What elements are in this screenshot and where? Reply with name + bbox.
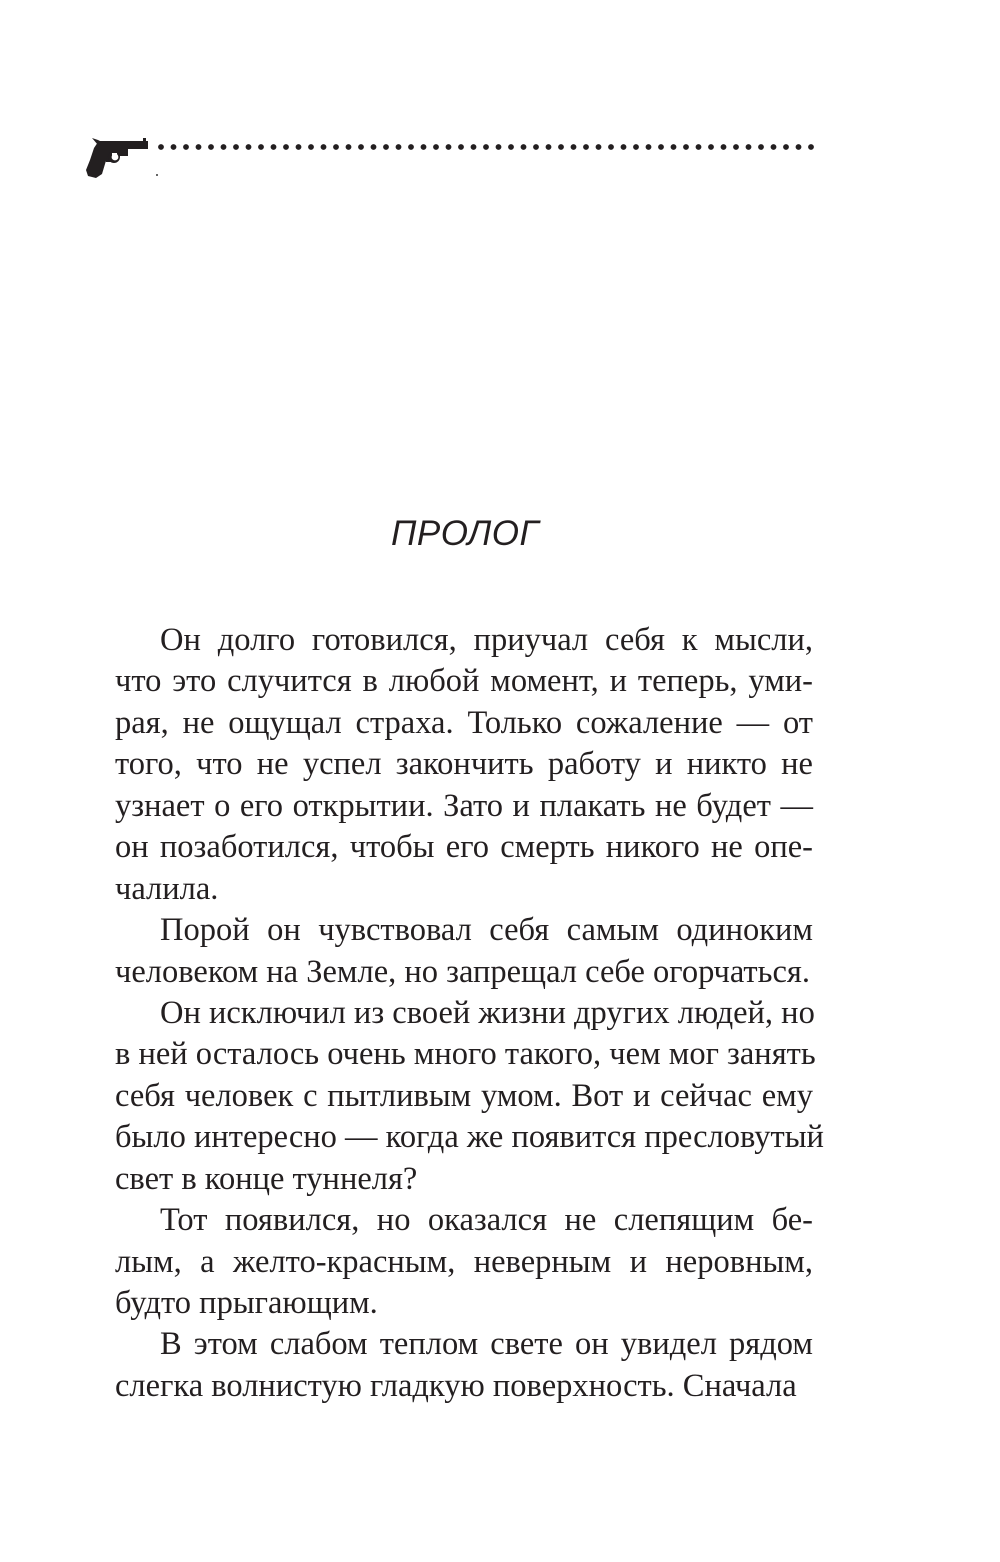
text-line: рая, не ощущал страха. Только сожаление — от xyxy=(115,704,813,741)
text-line: В этом слабом теплом свете он увидел рядом xyxy=(160,1326,813,1363)
text-line: Он долго готовился, приучал себя к мысли, xyxy=(160,622,813,658)
paragraph xyxy=(115,1324,813,1407)
text-line: было интересно — когда же появится пресловутый xyxy=(115,1119,824,1156)
text-line: себя человек с пытливым умом. Вот и сейчас ему xyxy=(115,1077,813,1114)
text-line: чалила. xyxy=(115,870,219,907)
text-line: человеком на Земле, но запрещал себе огорчаться. xyxy=(115,953,810,990)
header-ornament xyxy=(86,136,826,184)
text-line: слегка волнистую гладкую поверхность. Сначала xyxy=(115,1367,797,1404)
text-line: того, что не успел закончить работу и никто не xyxy=(115,746,813,783)
chapter-title: ПРОЛОГ xyxy=(390,514,540,553)
body-text xyxy=(115,620,824,1407)
text-line: Он исключил из своей жизни других людей, но xyxy=(160,994,815,1031)
paragraph xyxy=(115,1200,813,1324)
text-line: Порой он чувствовал себя самым одиноким xyxy=(160,912,813,949)
paragraph xyxy=(115,910,813,993)
print-speck xyxy=(156,174,158,176)
dotted-divider xyxy=(158,142,814,152)
text-line: лым, а желто-красным, неверным и неровным, xyxy=(115,1243,813,1280)
text-line: в ней осталось очень много такого, чем мог занять xyxy=(115,1036,816,1073)
paragraph xyxy=(115,993,824,1200)
text-line: он позаботился, чтобы его смерть никого не опе- xyxy=(115,829,813,866)
text-line: что это случится в любой момент, и теперь, уми- xyxy=(115,663,813,700)
text-line: будто прыгающим. xyxy=(115,1285,378,1321)
text-line: Тот появился, но оказался не слепящим бе- xyxy=(160,1202,813,1239)
revolver-icon xyxy=(86,136,152,182)
text-line: свет в конце туннеля? xyxy=(115,1160,418,1197)
paragraph xyxy=(115,620,813,910)
text-line: узнает о его открытии. Зато и плакать не будет — xyxy=(115,787,813,824)
